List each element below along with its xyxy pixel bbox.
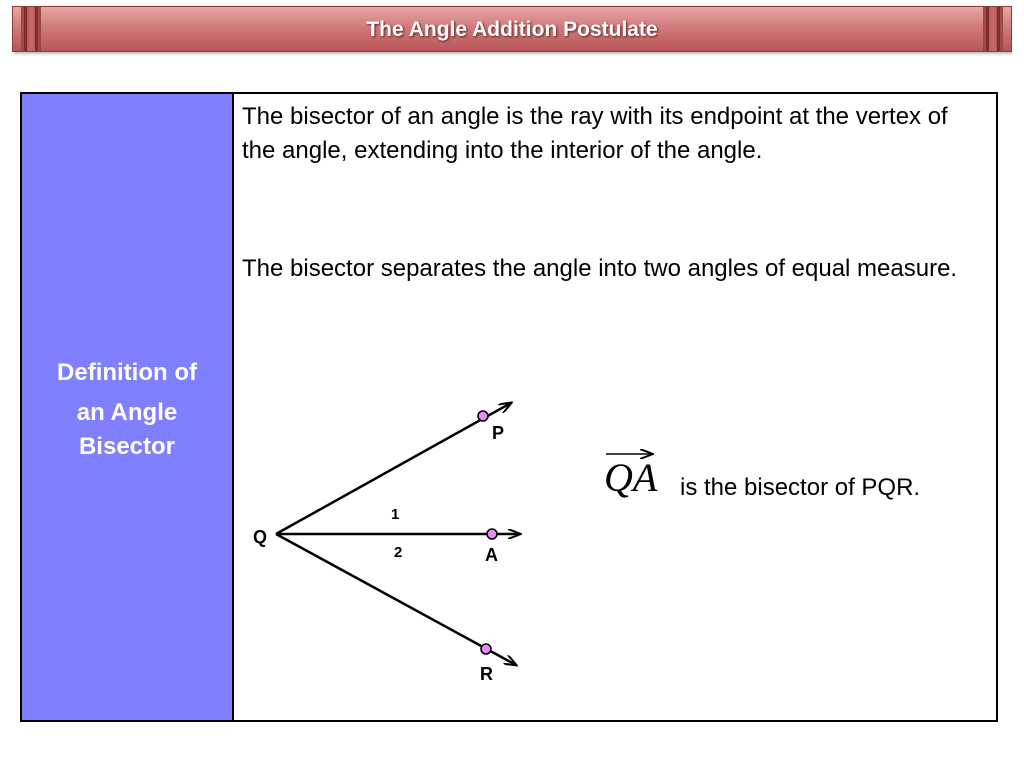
angle-1-label: 1 [391,506,400,523]
label-p: P [492,423,505,443]
label-q: Q [253,527,268,547]
definition-paragraph-2: The bisector separates the angle into two angles of equal measure. [242,255,958,282]
term-line-2: an Angle [76,399,178,426]
term-line-3: Bisector [78,433,176,460]
angle-2-label: 2 [394,544,403,561]
definition-paragraph-1: The bisector of an angle is the ray with its endpoint at the vertex of the angle, extending into the interior of the angle. [242,103,948,164]
label-a: A [485,545,498,565]
label-r: R [480,664,493,684]
banner-shadow [14,52,1012,56]
definition-table [20,92,998,722]
angle-bisector-diagram [22,94,996,720]
point-r [481,644,491,654]
slide-title: The Angle Addition Postulate [366,18,658,41]
point-a [487,529,497,539]
ray-qa-notation: QA [604,455,658,500]
term-line-1: Definition of [57,359,197,386]
point-p [478,411,488,421]
bisector-statement: is the bisector of PQR. [680,474,921,501]
title-banner [12,6,1012,52]
